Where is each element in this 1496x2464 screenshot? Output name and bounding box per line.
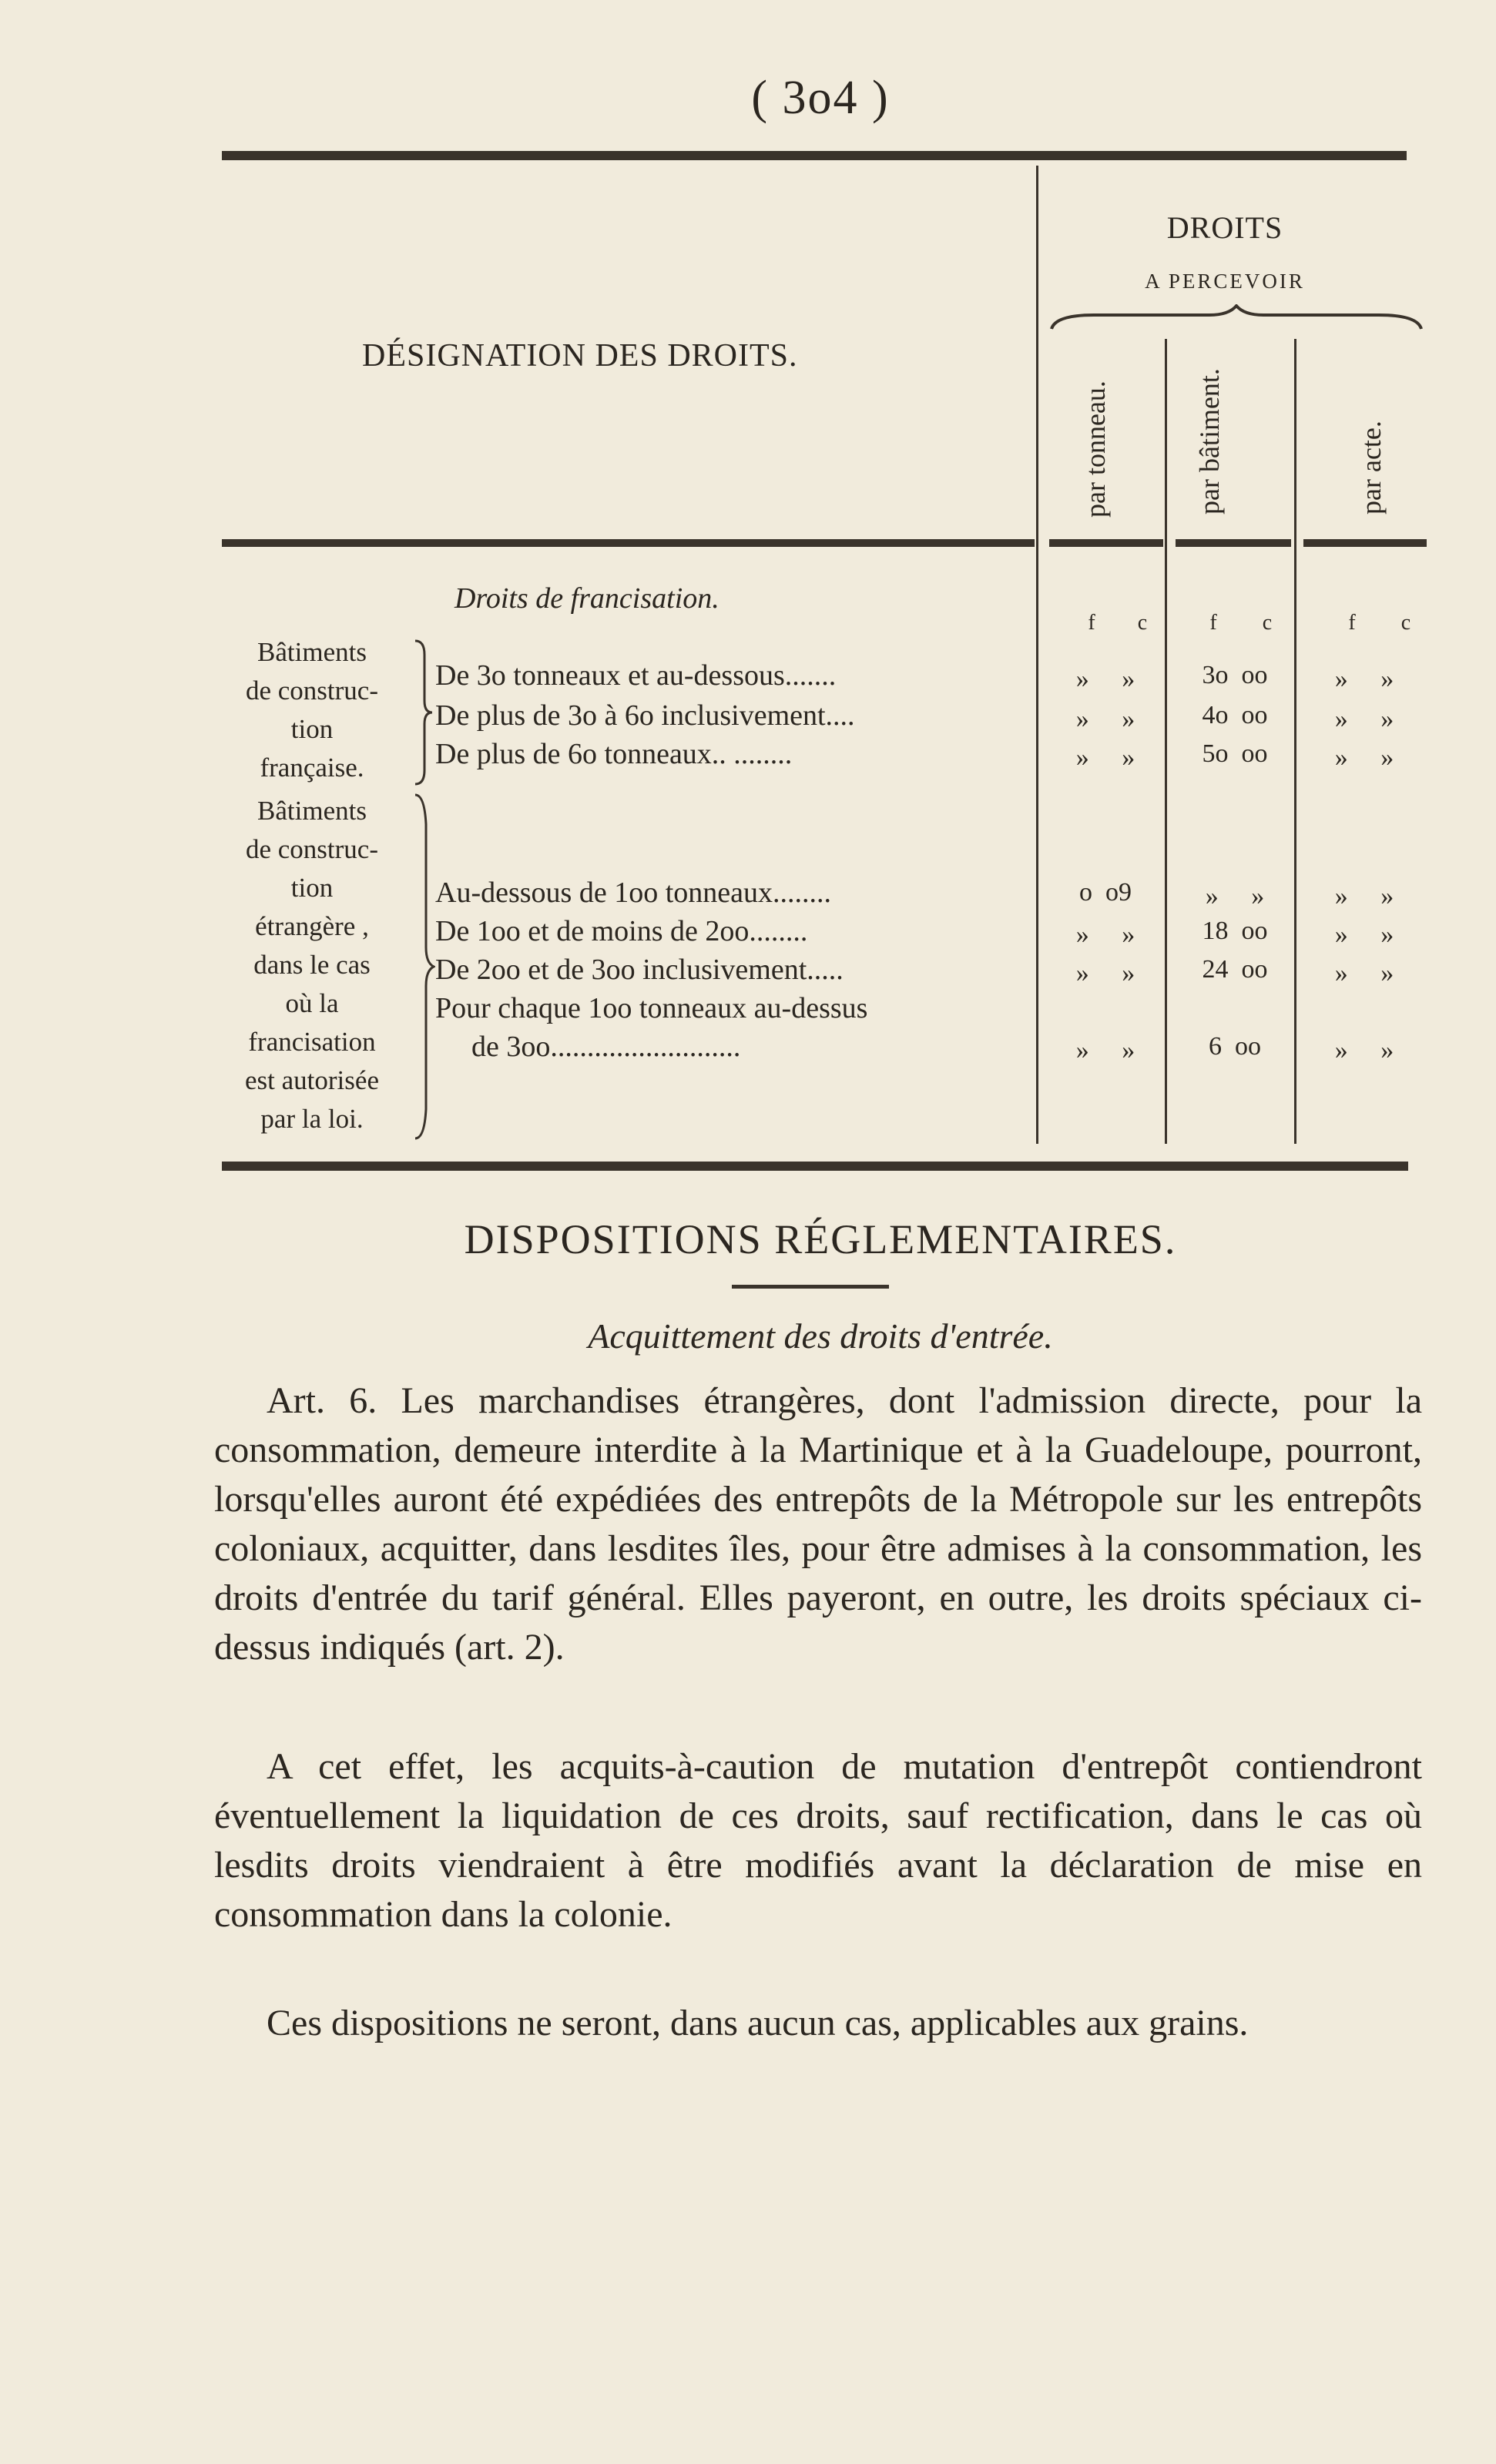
header-designation: DÉSIGNATION DES DROITS. bbox=[362, 338, 798, 374]
cell-f2-tonneau: » » bbox=[1075, 705, 1135, 733]
brace-francaise bbox=[412, 639, 435, 786]
cell-e3-batiment: 24 oo bbox=[1202, 955, 1268, 984]
cell-e2-batiment: 18 oo bbox=[1202, 917, 1268, 945]
column-line-3 bbox=[1294, 339, 1296, 1144]
header-a-percevoir: A PERCEVOIR bbox=[1145, 270, 1305, 293]
cell-f3-batiment: 5o oo bbox=[1202, 739, 1268, 768]
cell-e2-tonneau: » » bbox=[1075, 920, 1135, 949]
paragraph-art-6: Art. 6. Les marchandises étrangères, dont l'admission directe, pour la consommation, demeure interdite à la Martinique et à la Guadeloupe, pourront, lorsqu'elles auront été expédiées des entrepôts de la Métropole sur les entrepôts coloniaux, acquitter, dans lesdites îles, pour être admises à la consommation, les droits d'entrée du tarif général. Elles payeront, en outre, les droits spéciaux ci-dessus indiqués (art. 2). bbox=[214, 1380, 1422, 1668]
header-brace bbox=[1048, 304, 1425, 335]
header-rule-batiment bbox=[1176, 539, 1291, 547]
header-rule-tonneau bbox=[1049, 539, 1163, 547]
paragraph-acquits: A cet effet, les acquits-à-caution de mutation d'entrepôt contiendront éventuellement la liquidation de ces droits, sauf rectification, dans le cas où lesdits droits viendraient à être modifiés avant la déclaration de mise en consommation dans la colonie. bbox=[214, 1746, 1422, 1935]
column-line-1 bbox=[1036, 166, 1038, 1144]
section-title-francisation: Droits de francisation. bbox=[455, 582, 719, 615]
brace-etrangere bbox=[412, 793, 435, 1140]
header-rule-acte bbox=[1303, 539, 1427, 547]
row-label-e2: De 1oo et de moins de 2oo........ bbox=[435, 915, 808, 947]
cell-f1-acte: » » bbox=[1334, 665, 1394, 693]
cell-e3-tonneau: » » bbox=[1075, 959, 1135, 987]
cell-e3-acte: » » bbox=[1334, 959, 1394, 987]
unit-c-batiment: c bbox=[1262, 611, 1273, 635]
cell-e5-tonneau: » » bbox=[1075, 1036, 1135, 1064]
section-subtitle: Acquittement des droits d'entrée. bbox=[588, 1316, 1053, 1356]
row-label-e3: De 2oo et de 3oo inclusivement..... bbox=[435, 954, 844, 986]
unit-f-acte: f bbox=[1348, 611, 1356, 635]
header-col-batiment: par bâtiment. bbox=[1194, 368, 1225, 515]
row-label-e1: Au-dessous de 1oo tonneaux........ bbox=[435, 877, 831, 909]
cell-e5-acte: » » bbox=[1334, 1036, 1394, 1064]
unit-f-tonneau: f bbox=[1088, 611, 1095, 635]
column-line-2 bbox=[1165, 339, 1167, 1144]
unit-f-batiment: f bbox=[1209, 611, 1217, 635]
header-col-tonneau: par tonneau. bbox=[1080, 380, 1111, 518]
cell-e1-tonneau: o o9 bbox=[1079, 878, 1132, 907]
row-label-f3: De plus de 6o tonneaux.. ........ bbox=[435, 738, 793, 770]
row-label-e4: Pour chaque 1oo tonneaux au-dessus bbox=[435, 992, 868, 1024]
table-bottom-rule bbox=[222, 1162, 1408, 1171]
group-label-etrangere: Bâtiments de construc- tion étrangère , dans le cas où la francisation est autorisée par la loi. bbox=[245, 796, 379, 1134]
header-droits: DROITS bbox=[1166, 210, 1283, 245]
row-label-f1: De 3o tonneaux et au-dessous....... bbox=[435, 659, 837, 692]
cell-f3-tonneau: » » bbox=[1075, 743, 1135, 772]
section-title: DISPOSITIONS RÉGLEMENTAIRES. bbox=[464, 1216, 1177, 1262]
unit-c-acte: c bbox=[1400, 611, 1411, 635]
header-col-acte: par acte. bbox=[1356, 421, 1387, 515]
row-label-e5: de 3oo.......................... bbox=[471, 1031, 741, 1063]
cell-f2-batiment: 4o oo bbox=[1202, 701, 1268, 729]
cell-f1-tonneau: » » bbox=[1075, 665, 1135, 693]
cell-e1-batiment: » » bbox=[1205, 882, 1265, 910]
cell-e5-batiment: 6 oo bbox=[1209, 1032, 1261, 1061]
cell-f3-acte: » » bbox=[1334, 743, 1394, 772]
group-label-francaise: Bâtiments de construc- tion française. bbox=[245, 637, 378, 783]
header-rule-left bbox=[222, 539, 1035, 547]
cell-e1-acte: » » bbox=[1334, 882, 1394, 910]
cell-f2-acte: » » bbox=[1334, 705, 1394, 733]
page-number: ( 3o4 ) bbox=[751, 72, 890, 124]
section-title-rule bbox=[732, 1285, 889, 1289]
row-label-f2: De plus de 3o à 6o inclusivement.... bbox=[435, 699, 855, 732]
unit-c-tonneau: c bbox=[1137, 611, 1148, 635]
table-top-rule bbox=[222, 151, 1407, 160]
cell-f1-batiment: 3o oo bbox=[1202, 661, 1268, 689]
cell-e2-acte: » » bbox=[1334, 920, 1394, 949]
paragraph-grains: Ces dispositions ne seront, dans aucun cas, applicables aux grains. bbox=[267, 2003, 1249, 2043]
